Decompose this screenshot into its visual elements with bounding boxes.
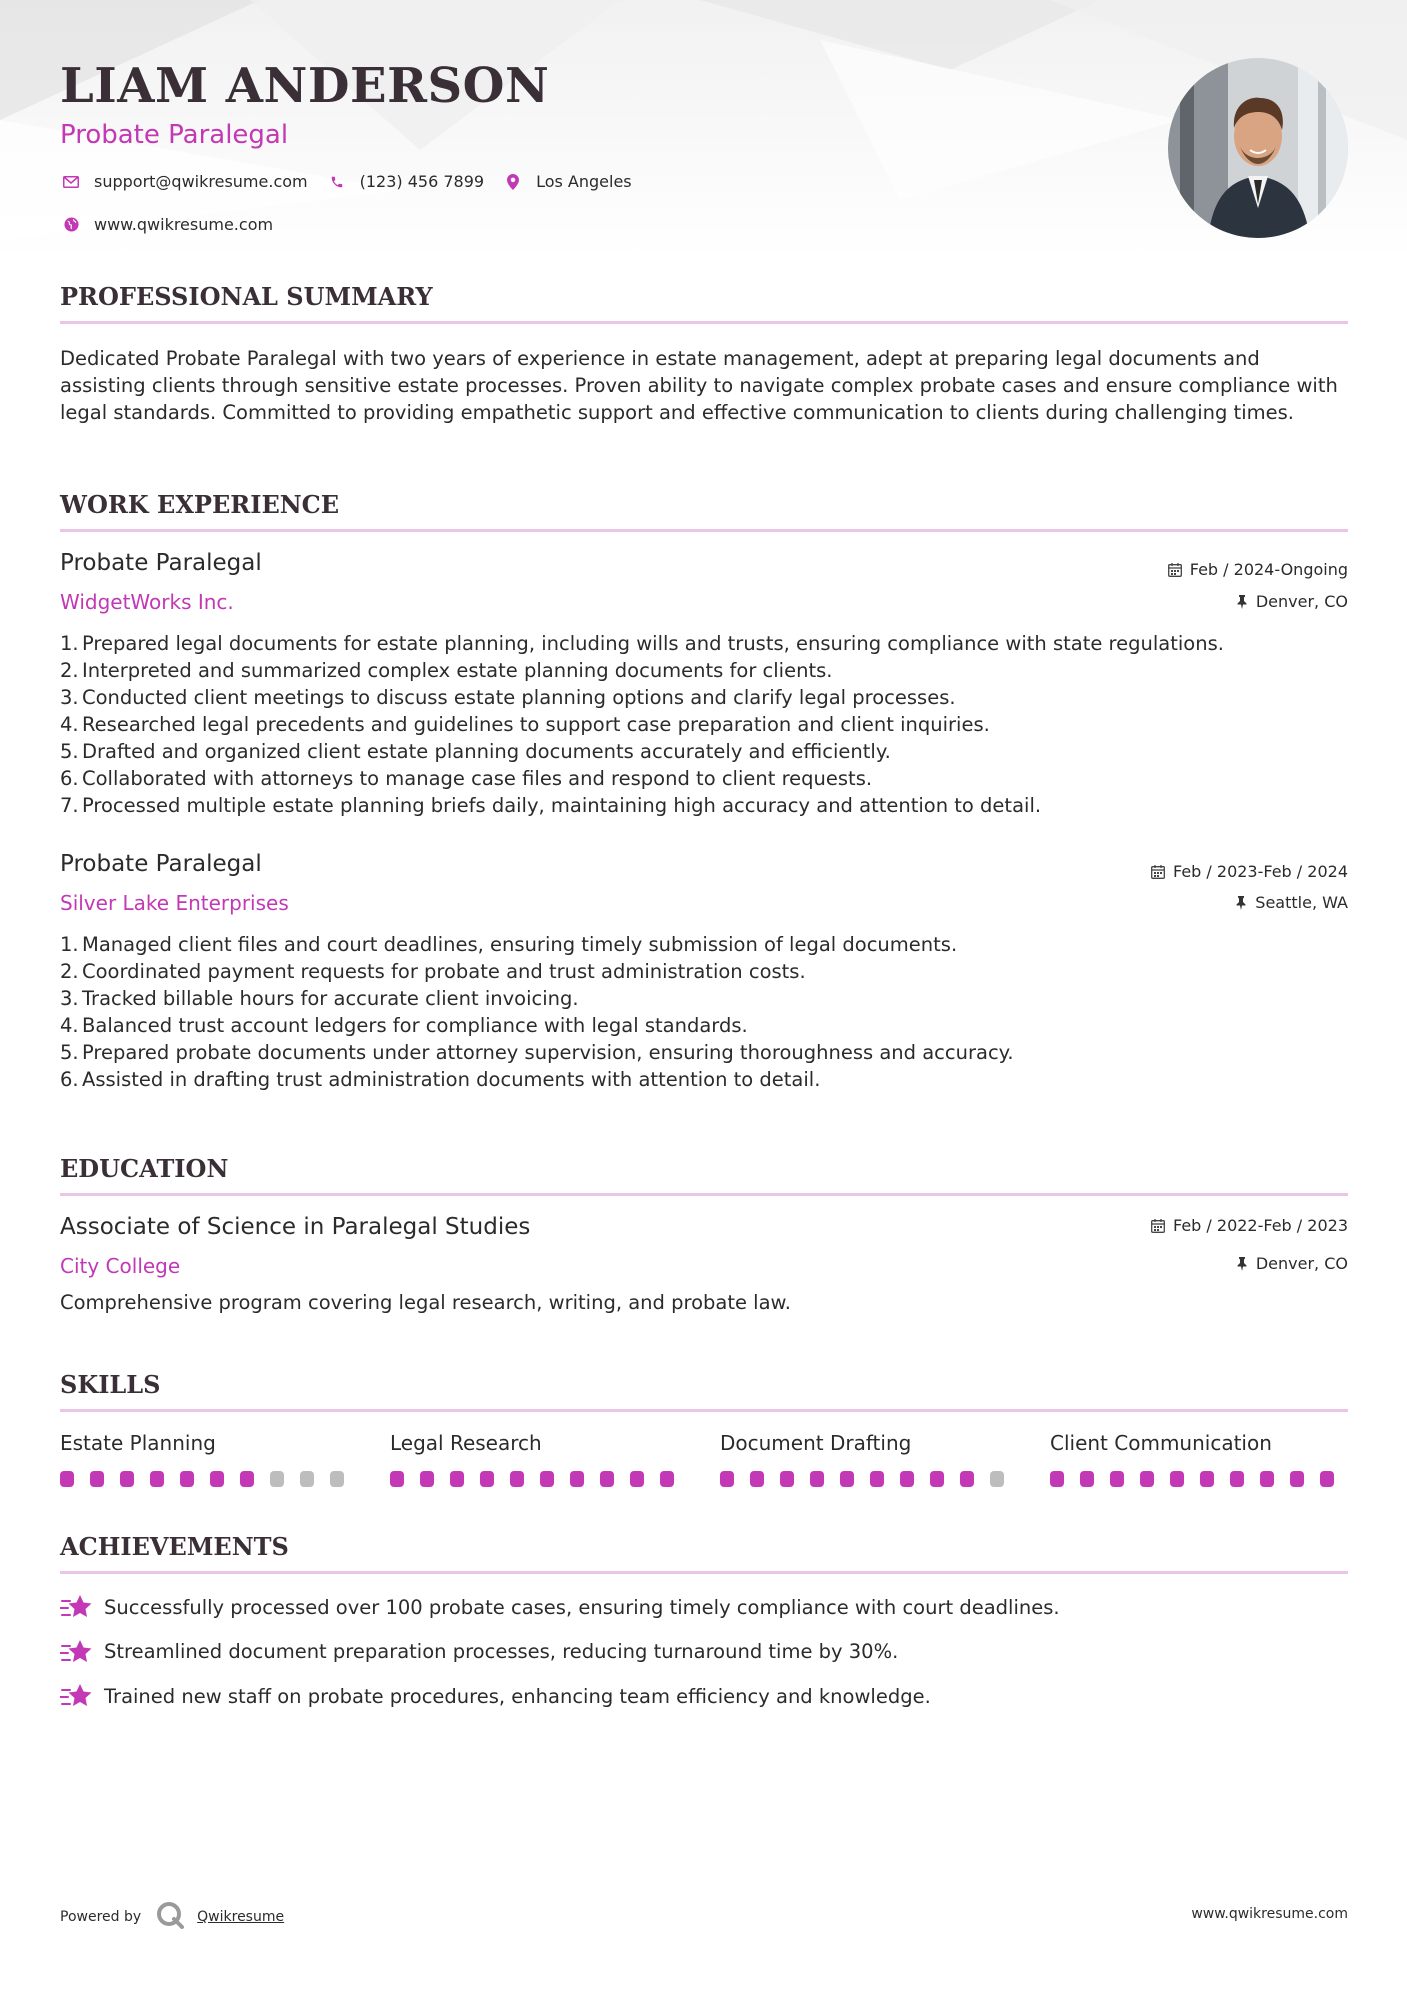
skill-dot-filled: [240, 1471, 254, 1487]
list-item: 6. Collaborated with attorneys to manage case files and respond to client requests.: [60, 767, 873, 790]
powered-by-text: Powered by: [60, 1909, 142, 1925]
contact-location: [502, 172, 632, 191]
skill-dot-filled: [60, 1471, 74, 1487]
skill-level-dots: [60, 1471, 360, 1487]
skill-item: [60, 1431, 360, 1487]
job-location-text: Seattle, WA: [1255, 893, 1348, 912]
skill-dot-filled: [420, 1471, 434, 1487]
skill-dot-filled: [210, 1471, 224, 1487]
skill-dot-filled: [1080, 1471, 1094, 1487]
pushpin-icon: [1236, 1257, 1248, 1271]
skill-dot-filled: [1260, 1471, 1274, 1487]
skill-dot-filled: [120, 1471, 134, 1487]
website-text: www.qwikresume.com: [94, 215, 274, 234]
list-item: 5. Prepared probate documents under attorney supervision, ensuring thoroughness and accuracy.: [60, 1041, 1014, 1064]
section-divider: [60, 529, 1348, 532]
achievement-text: Trained new staff on probate procedures, enhancing team efficiency and knowledge.: [104, 1684, 931, 1708]
skill-name: Client Communication: [1050, 1431, 1272, 1455]
education-location-text: Denver, CO: [1255, 1254, 1348, 1273]
list-item: 4. Balanced trust account ledgers for compliance with legal standards.: [60, 1014, 748, 1037]
job-location-text: Denver, CO: [1255, 592, 1348, 611]
achievement-text: Successfully processed over 100 probate cases, ensuring timely compliance with court deadlines.: [104, 1595, 1060, 1619]
footer-powered-by: [60, 1900, 284, 1934]
list-item: 5. Drafted and organized client estate planning documents accurately and efficiently.: [60, 740, 891, 763]
education-dates-text: Feb / 2022-Feb / 2023: [1173, 1216, 1348, 1235]
skill-dot-filled: [450, 1471, 464, 1487]
job-company: WidgetWorks Inc.: [60, 590, 234, 614]
skill-level-dots: [720, 1471, 1020, 1487]
skill-item: [720, 1431, 1020, 1487]
pushpin-icon: [1235, 896, 1247, 910]
summary-text: Dedicated Probate Paralegal with two years of experience in estate management, adept at preparing legal documents and assisting clients through sensitive estate processes. Proven ability to navigate complex probate cases and ensure compliance with legal standards. Committed to providing empathetic support and effective communication to clients during challenging times.: [60, 347, 1338, 424]
skill-dot-filled: [1050, 1471, 1064, 1487]
degree-title: Associate of Science in Paralegal Studies: [60, 1214, 531, 1240]
shooting-star-icon: [60, 1681, 94, 1711]
skill-dot-filled: [1110, 1471, 1124, 1487]
resume-page: [60, 0, 1348, 1990]
skill-dot-filled: [540, 1471, 554, 1487]
job-title: Probate Paralegal: [60, 851, 262, 877]
skill-dot-filled: [480, 1471, 494, 1487]
section-divider: [60, 1571, 1348, 1574]
skill-level-dots: [390, 1471, 690, 1487]
skill-dot-filled: [630, 1471, 644, 1487]
list-item: 4. Researched legal precedents and guidelines to support case preparation and client inquiries.: [60, 713, 990, 736]
skill-dot-filled: [90, 1471, 104, 1487]
calendar-icon: [1168, 563, 1182, 577]
skill-dot-filled: [1140, 1471, 1154, 1487]
education-location: [1236, 1254, 1348, 1273]
skill-dot-filled: [660, 1471, 674, 1487]
skill-name: Estate Planning: [60, 1431, 216, 1455]
skill-dot-empty: [270, 1471, 284, 1487]
skill-dot-filled: [600, 1471, 614, 1487]
pushpin-icon: [1236, 595, 1248, 609]
contact-website[interactable]: [60, 215, 273, 234]
email-text: support@qwikresume.com: [94, 172, 308, 191]
job-bullets: [60, 931, 1348, 1093]
skills-heading: SKILLS: [60, 1370, 161, 1399]
skill-item: [390, 1431, 690, 1487]
job-dates: [1151, 862, 1348, 881]
education-heading: EDUCATION: [60, 1154, 229, 1183]
skill-dot-filled: [1170, 1471, 1184, 1487]
list-item: 6. Assisted in drafting trust administration documents with attention to detail.: [60, 1068, 821, 1091]
phone-icon: [326, 173, 348, 191]
candidate-title: Probate Paralegal: [60, 120, 289, 150]
job-location: [1236, 592, 1348, 611]
calendar-icon: [1151, 865, 1165, 879]
job-title: Probate Paralegal: [60, 550, 262, 576]
skill-dot-filled: [900, 1471, 914, 1487]
section-divider: [60, 1193, 1348, 1196]
job-location: [1235, 893, 1348, 912]
skill-dot-filled: [510, 1471, 524, 1487]
footer-website[interactable]: www.qwikresume.com: [1191, 1906, 1348, 1922]
achievements-heading: ACHIEVEMENTS: [60, 1532, 289, 1561]
job-dates: [1168, 560, 1348, 579]
list-item: 2. Interpreted and summarized complex estate planning documents for clients.: [60, 659, 833, 682]
skill-dot-filled: [390, 1471, 404, 1487]
shooting-star-icon: [60, 1637, 94, 1667]
globe-icon: [60, 216, 82, 234]
list-item: 1. Prepared legal documents for estate planning, including wills and trusts, ensuring compliance with state regulations.: [60, 632, 1224, 655]
qwikresume-logo-icon: [155, 1900, 185, 1934]
list-item: 7. Processed multiple estate planning briefs daily, maintaining high accuracy and attention to detail.: [60, 794, 1042, 817]
contact-phone[interactable]: [326, 172, 484, 191]
education-description: Comprehensive program covering legal research, writing, and probate law.: [60, 1291, 791, 1314]
skill-item: [1050, 1431, 1350, 1487]
skill-dot-filled: [570, 1471, 584, 1487]
skill-dot-filled: [960, 1471, 974, 1487]
experience-heading: WORK EXPERIENCE: [60, 490, 340, 519]
candidate-name: LIAM ANDERSON: [60, 58, 550, 114]
phone-text: (123) 456 7899: [359, 172, 485, 191]
skill-dot-empty: [330, 1471, 344, 1487]
skill-dot-filled: [720, 1471, 734, 1487]
list-item: 2. Coordinated payment requests for probate and trust administration costs.: [60, 960, 806, 983]
skill-dot-filled: [1200, 1471, 1214, 1487]
list-item: 3. Conducted client meetings to discuss estate planning options and clarify legal processes.: [60, 686, 956, 709]
contact-row-website: [60, 215, 291, 234]
map-pin-icon: [502, 173, 524, 191]
location-text: Los Angeles: [536, 172, 632, 191]
shooting-star-icon: [60, 1592, 94, 1622]
qwikresume-link[interactable]: Qwikresume: [197, 1909, 285, 1925]
calendar-icon: [1151, 1219, 1165, 1233]
skill-dot-filled: [870, 1471, 884, 1487]
section-divider: [60, 1409, 1348, 1412]
skill-name: Document Drafting: [720, 1431, 912, 1455]
skill-dot-filled: [930, 1471, 944, 1487]
contact-email[interactable]: [60, 172, 308, 191]
school-name: City College: [60, 1254, 181, 1278]
skill-dot-filled: [150, 1471, 164, 1487]
achievement-item: [60, 1637, 898, 1667]
skill-dot-filled: [1320, 1471, 1334, 1487]
job-company: Silver Lake Enterprises: [60, 891, 289, 915]
education-dates: [1151, 1216, 1348, 1235]
envelope-icon: [60, 173, 82, 191]
job-dates-text: Feb / 2023-Feb / 2024: [1173, 862, 1348, 881]
job-bullets: [60, 630, 1348, 819]
skill-dot-filled: [780, 1471, 794, 1487]
skill-name: Legal Research: [390, 1431, 542, 1455]
contact-row: [60, 172, 650, 191]
achievement-text: Streamlined document preparation processes, reducing turnaround time by 30%.: [104, 1640, 899, 1663]
skill-dot-empty: [990, 1471, 1004, 1487]
skill-dot-filled: [180, 1471, 194, 1487]
skill-dot-empty: [300, 1471, 314, 1487]
summary-heading: PROFESSIONAL SUMMARY: [60, 282, 433, 311]
job-dates-text: Feb / 2024-Ongoing: [1189, 560, 1348, 579]
list-item: 1. Managed client files and court deadlines, ensuring timely submission of legal documents.: [60, 933, 958, 956]
section-divider: [60, 321, 1348, 324]
achievement-item: [60, 1681, 931, 1711]
skill-dot-filled: [840, 1471, 854, 1487]
skill-dot-filled: [1230, 1471, 1244, 1487]
profile-photo: [1168, 58, 1348, 238]
achievement-item: [60, 1592, 1060, 1622]
skill-level-dots: [1050, 1471, 1350, 1487]
list-item: 3. Tracked billable hours for accurate client invoicing.: [60, 987, 579, 1010]
skill-dot-filled: [750, 1471, 764, 1487]
skill-dot-filled: [1290, 1471, 1304, 1487]
skill-dot-filled: [810, 1471, 824, 1487]
